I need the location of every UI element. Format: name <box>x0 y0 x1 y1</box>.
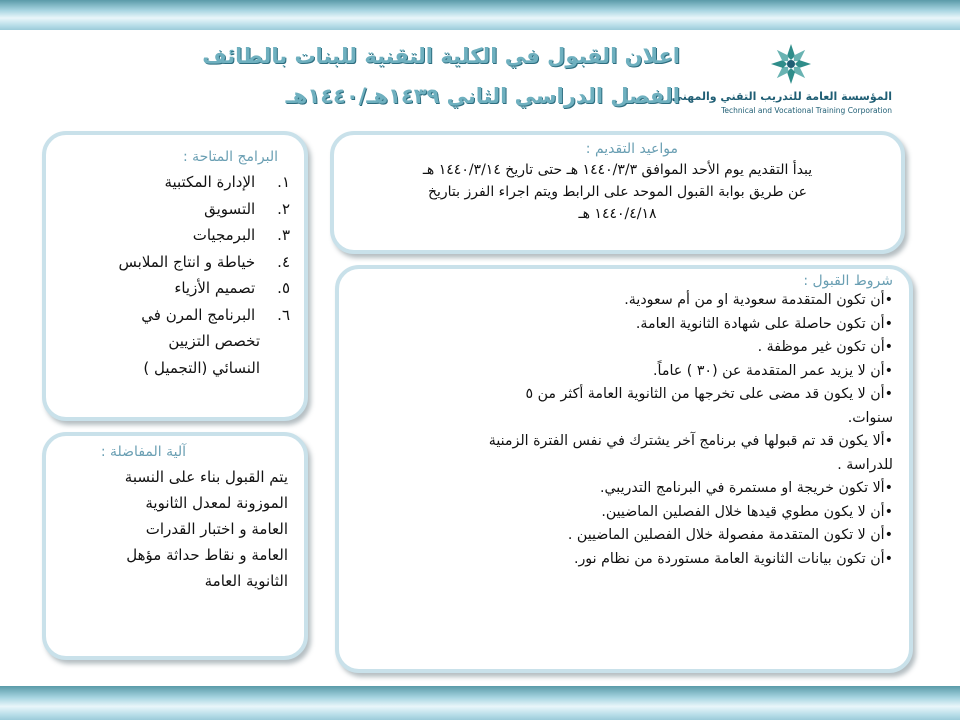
application-dates-card <box>330 131 905 254</box>
list-item: ٣. البرمجيات <box>192 226 290 244</box>
application-dates-line: يبدأ التقديم يوم الأحد الموافق ١٤٤٠/٣/٣ هـ حتى تاريخ ١٤٤٠/٣/١٤ هـ <box>422 162 813 178</box>
tvtc-logo <box>671 40 896 120</box>
list-item: للدراسة . <box>837 456 893 473</box>
list-item: •أن لا يكون قد مضى على تخرجها من الثانوية العامة أكثر من ٥ <box>525 386 893 402</box>
announcement-title: اعلان القبول في الكلية التقنية للبنات بالطائف <box>202 44 680 68</box>
list-item: سنوات. <box>847 409 893 426</box>
application-dates-line: عن طريق بوابة القبول الموحد على الرابط ويتم اجراء الفرز بتاريخ <box>427 184 808 200</box>
list-item: •أن لا يزيد عمر المتقدمة عن (٣٠ ) عاماً. <box>653 362 893 379</box>
preference-line: العامة و اختبار القدرات <box>145 520 288 538</box>
bottom-decorative-band <box>0 686 960 720</box>
preference-mechanism-heading: آلية المفاضلة : <box>100 444 186 460</box>
available-programs-heading: البرامج المتاحة : <box>182 149 278 165</box>
list-item: •أن لا تكون المتقدمة مفصولة خلال الفصلين الماضيين . <box>567 527 893 543</box>
list-item: •أن لا يكون مطوي قيدها خلال الفصلين الماضيين. <box>601 503 893 520</box>
application-dates-line: ١٤٤٠/٤/١٨ هـ <box>578 206 657 222</box>
preference-mechanism-card <box>42 432 308 660</box>
conditions-list <box>353 289 893 571</box>
list-item-continuation: تخصص التزيين <box>168 332 260 350</box>
preference-line: العامة و نقاط حداثة مؤهل <box>126 546 288 564</box>
list-item: •أن تكون بيانات الثانوية العامة مستوردة من نظام نور. <box>573 550 893 567</box>
admission-conditions-heading: شروط القبول : <box>803 273 893 289</box>
list-item: ٤. خياطة و انتاج الملابس <box>118 252 290 271</box>
list-item: ٢. التسويق <box>204 199 290 218</box>
semester-title: الفصل الدراسي الثاني ١٤٣٩هـ/١٤٤٠هـ <box>285 84 680 108</box>
admission-conditions-card <box>335 265 913 673</box>
tvtc-emblem-icon <box>761 40 821 88</box>
application-dates-heading: مواعيد التقديم : <box>585 141 678 157</box>
available-programs-card <box>42 131 308 421</box>
list-item-continuation: النسائي (التجميل ) <box>143 358 260 377</box>
preference-line: الثانوية العامة <box>204 572 288 590</box>
programs-list <box>46 169 290 381</box>
list-item: •أن تكون غير موظفة . <box>757 339 893 355</box>
list-item: •ألا تكون خريجة او مستمرة في البرنامج التدريبي. <box>599 480 893 496</box>
list-item: ٥. تصميم الأزياء <box>174 279 290 297</box>
list-item: ١. الإدارة المكتبية <box>164 173 290 191</box>
top-decorative-band <box>0 0 960 30</box>
preference-line: الموزونة لمعدل الثانوية <box>145 494 288 512</box>
preference-line: يتم القبول بناء على النسبة <box>124 468 288 486</box>
org-name-english: Technical and Vocational Training Corporation <box>721 106 892 115</box>
org-name-arabic: المؤسسة العامة للتدريب التقني والمهني <box>671 90 892 103</box>
list-item: •أن تكون المتقدمة سعودية او من أم سعودية. <box>624 292 893 308</box>
list-item: •ألا يكون قد تم قبولها في برنامج آخر يشترك في نفس الفترة الزمنية <box>488 433 893 449</box>
list-item: •أن تكون حاصلة على شهادة الثانوية العامة. <box>635 315 893 332</box>
list-item: ٦. البرنامج المرن في <box>141 305 290 324</box>
